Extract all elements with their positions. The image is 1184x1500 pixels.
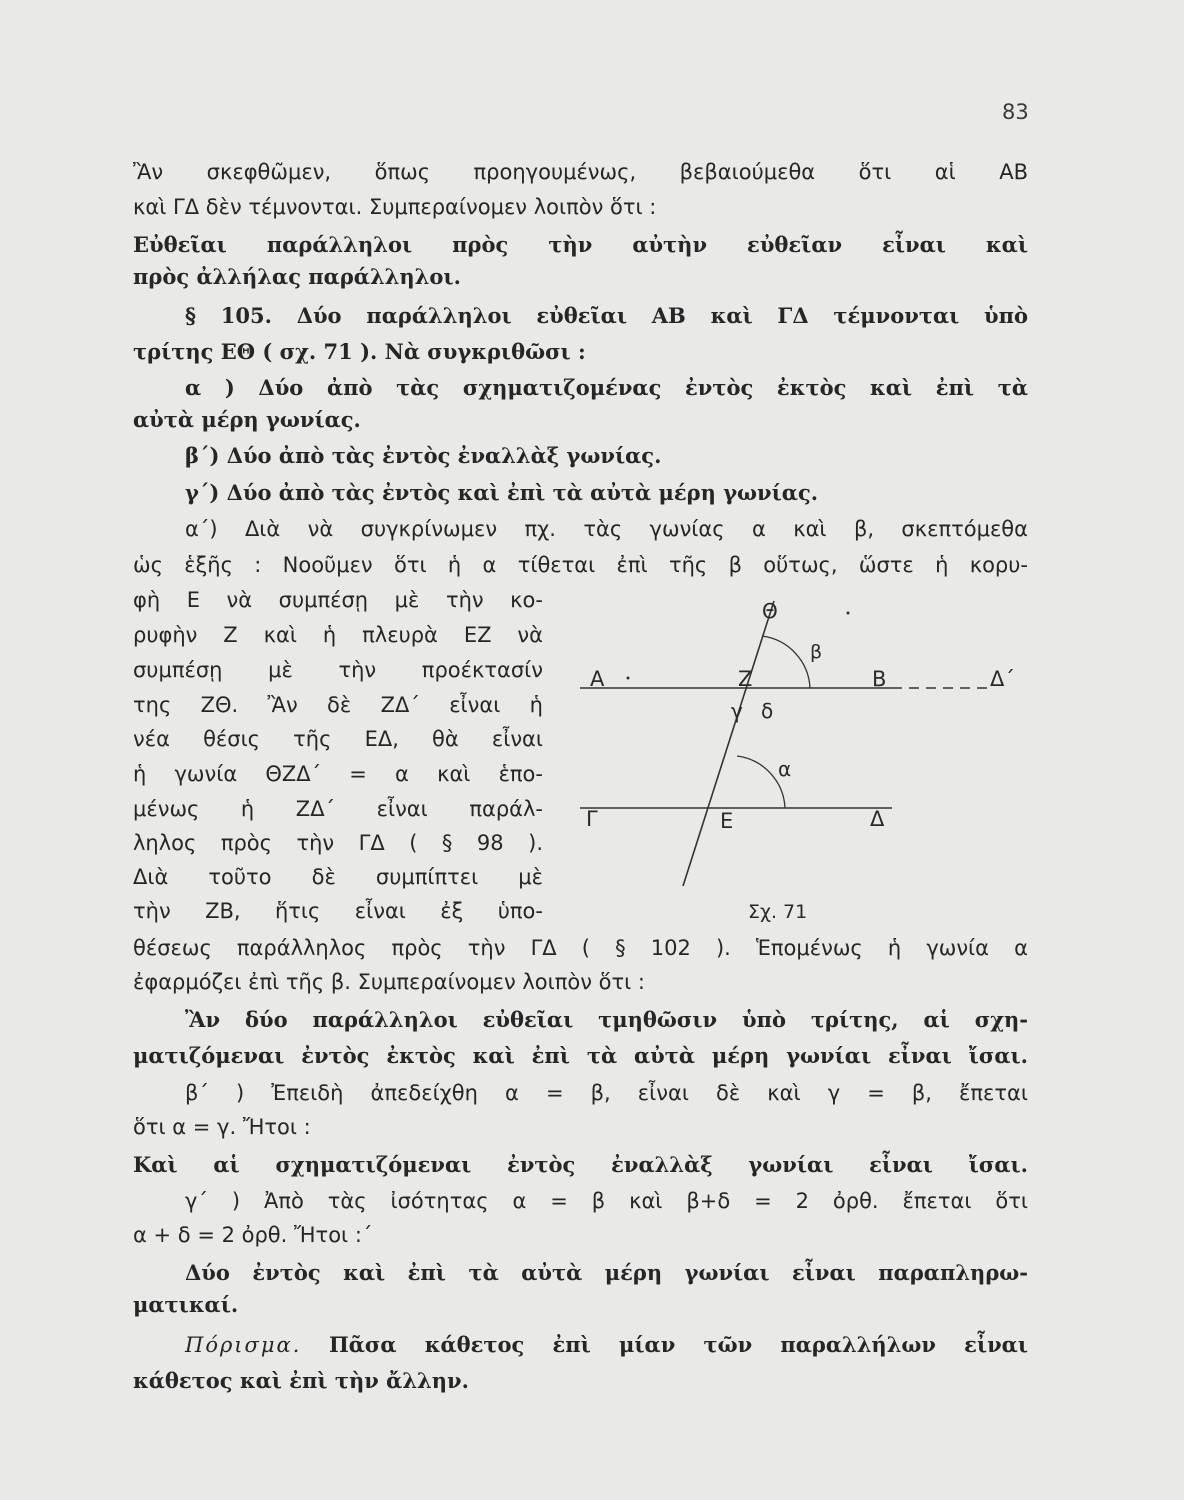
text-line: ληλος πρὸς τὴν ΓΔ ( § 98 ). [133, 831, 543, 855]
theorem-line: Δύο ἐντὸς καὶ ἐπὶ τὰ αὐτὰ μέρη γωνίαι εἶναι παραπληρω- [185, 1260, 1028, 1285]
text-line: καὶ ΓΔ δὲν τέμνονται. Συμπεραίνομεν λοιπὸν ὅτι : [133, 195, 657, 219]
text-line: της ΖΘ. Ἂν δὲ ΖΔ΄ εἶναι ἡ [133, 693, 543, 717]
theorem-line: πρὸς ἀλλήλας παράλληλοι. [133, 264, 461, 289]
label-gamma: γ [731, 699, 743, 723]
corollary-text: Πᾶσα κάθετος ἐπὶ μίαν τῶν παραλλήλων εἶναι [328, 1332, 1028, 1357]
question-line: αὐτὰ μέρη γωνίας. [133, 407, 361, 432]
text-line: μένως ἡ ΖΔ΄ εἶναι παράλ- [133, 797, 543, 821]
label-d-prime: Δ΄ [990, 667, 1015, 691]
section-heading: § 105. Δύο παράλληλοι εὐθεῖαι ΑΒ καὶ ΓΔ τέμνονται ὑπὸ [185, 303, 1028, 328]
theorem-line: ματιζόμεναι ἐντὸς ἐκτὸς καὶ ἐπὶ τὰ αὐτὰ μέρη γωνίαι εἶναι ἴσαι. [133, 1043, 1028, 1068]
text-line: α΄) Διὰ νὰ συγκρίνωμεν πχ. τὰς γωνίας α καὶ β, σκεπτόμεθα [185, 517, 1028, 541]
dot-mark [627, 677, 630, 680]
question-line: α ) Δύο ἀπὸ τὰς σχηματιζομένας ἐντὸς ἐκτὸς καὶ ἐπὶ τὰ [185, 375, 1028, 400]
label-alpha: α [778, 757, 792, 781]
text-line: β΄ ) Ἐπειδὴ ἀπεδείχθη α = β, εἶναι δὲ καὶ γ = β, ἔπεται [185, 1081, 1028, 1105]
theorem-line: ματικαί. [133, 1292, 239, 1317]
text-line: γ΄ ) Ἀπὸ τὰς ἰσότητας α = β καὶ β+δ = 2 ὀρθ. ἔπεται ὅτι [185, 1189, 1028, 1213]
text-line: ρυφὴν Ζ καὶ ἡ πλευρὰ ΕΖ νὰ [133, 623, 543, 647]
corollary-label: Πόρισμα. [185, 1333, 302, 1357]
label-a: Α [590, 667, 605, 691]
text-line: τὴν ΖΒ, ἥτις εἶναι ἐξ ὑπο- [133, 899, 543, 923]
theorem-line: Καὶ αἱ σχηματιζόμεναι ἐντὸς ἐναλλὰξ γωνίαι εἶναι ἴσαι. [133, 1152, 1028, 1177]
text-line: α + δ = 2 ὀρθ. Ἤτοι :΄ [133, 1223, 373, 1247]
figure-71 [580, 596, 1030, 926]
label-beta: β [810, 641, 823, 663]
dot-mark [847, 612, 850, 615]
corollary-line [133, 1330, 1028, 1360]
theorem-line: Εὐθεῖαι παράλληλοι πρὸς τὴν αὐτὴν εὐθεῖαν εἶναι καὶ [133, 232, 1028, 257]
text-line: ὡς ἑξῆς : Νοοῦμεν ὅτι ἡ α τίθεται ἐπὶ τῆς β οὕτως, ὥστε ἡ κορυ- [133, 553, 1028, 577]
label-theta: Θ [762, 599, 778, 623]
label-z: Ζ [738, 667, 753, 691]
text-line: ἐφαρμόζει ἐπὶ τῆς β. Συμπεραίνομεν λοιπὸν ὅτι : [133, 970, 645, 994]
label-d: Δ [870, 807, 885, 831]
question-line: γ΄) Δύο ἀπὸ τὰς ἐντὸς καὶ ἐπὶ τὰ αὐτὰ μέρη γωνίας. [185, 480, 819, 505]
text-line: Διὰ τοῦτο δὲ συμπίπτει μὲ [133, 865, 543, 889]
transversal-line [683, 601, 774, 886]
figure-caption: Σχ. 71 [748, 901, 808, 923]
theorem-line: Ἂν δύο παράλληλοι εὐθεῖαι τμηθῶσιν ὑπὸ τρίτης, αἱ σχη- [185, 1007, 1028, 1032]
text-line: νέα θέσις τῆς ΕΔ, θὰ εἶναι [133, 727, 543, 751]
label-g: Γ [586, 807, 598, 831]
text-line: θέσεως παράλληλος πρὸς τὴν ΓΔ ( § 102 ). Ἑπομένως ἡ γωνία α [133, 936, 1028, 960]
label-b: Β [872, 667, 887, 691]
text-line: ἡ γωνία ΘΖΔ΄ = α καὶ ἑπο- [133, 762, 543, 786]
text-line: Ἂν σκεφθῶμεν, ὅπως προηγουμένως, βεβαιούμεθα ὅτι αἱ ΑΒ [133, 160, 1028, 184]
section-heading: τρίτης ΕΘ ( σχ. 71 ). Νὰ συγκριθῶσι : [133, 339, 586, 364]
corollary-line: κάθετος καὶ ἐπὶ τὴν ἄλλην. [133, 1368, 469, 1393]
angle-beta-arc [762, 636, 810, 688]
question-line: β΄) Δύο ἀπὸ τὰς ἐντὸς ἐναλλὰξ γωνίας. [185, 443, 662, 468]
text-line: ὅτι α = γ. Ἤτοι : [133, 1115, 311, 1139]
label-e: Ε [720, 809, 734, 833]
text-line: φὴ Ε νὰ συμπέσῃ μὲ τὴν κο- [133, 588, 543, 612]
page-number: 83 [1002, 100, 1029, 124]
label-delta: δ [761, 699, 774, 723]
text-line: συμπέσῃ μὲ τὴν προέκτασίν [133, 658, 543, 682]
